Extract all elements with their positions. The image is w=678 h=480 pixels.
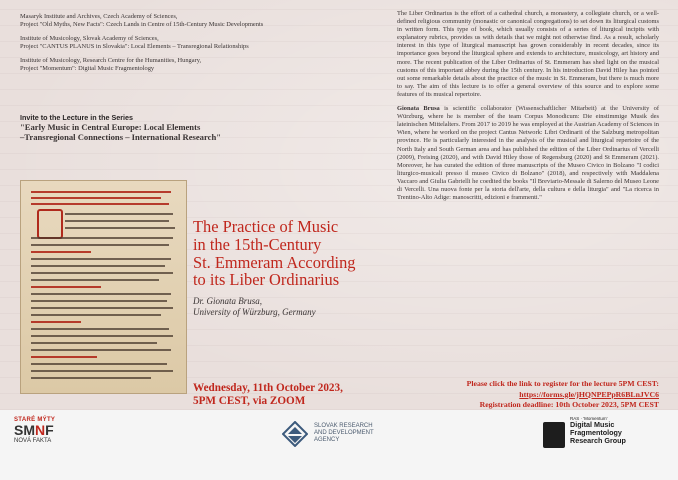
affiliation-2-institution: Institute of Musicology, Slovak Academy of Sciences, xyxy=(20,35,159,43)
invite-block xyxy=(20,113,370,142)
event-date-line2: 5PM CEST, via ZOOM xyxy=(193,395,306,407)
registration-link[interactable]: https://forms.gle/jHQNPEPpR6BLnJVC6 xyxy=(519,389,659,399)
event-date xyxy=(193,382,403,408)
series-title-line2: –Transregional Connections – International Research" xyxy=(20,132,221,143)
apvv-logo xyxy=(282,419,422,453)
lecture-title-line3: St. Emmeram According xyxy=(193,252,356,272)
event-date-line1: Wednesday, 11th October 2023, xyxy=(193,382,343,394)
speaker xyxy=(193,296,393,318)
affiliation-1-institution: Masaryk Institute and Archives, Czech Academy of Sciences, xyxy=(20,13,178,20)
affiliation-2 xyxy=(20,35,380,51)
registration-instruction: Please click the link to register for the lecture 5PM CEST: xyxy=(466,379,659,388)
affiliation-3 xyxy=(20,57,380,73)
smnf-logo-top: STARÉ MÝTY xyxy=(14,417,56,423)
affiliations xyxy=(20,13,380,80)
smnf-logo-mark: SMNF xyxy=(14,422,54,438)
series-title-line1: "Early Music in Central Europe: Local Elements xyxy=(20,122,201,132)
speaker-name: Dr. Gionata Brusa, xyxy=(193,296,263,307)
affiliation-1 xyxy=(20,13,380,29)
lecture-title xyxy=(193,218,393,289)
description-column xyxy=(397,10,659,208)
apvv-arrows-icon xyxy=(282,421,308,447)
bio-name: Gionata Brusa xyxy=(397,105,440,113)
registration-deadline: Registration deadline: 10th October 2023, 5PM CEST xyxy=(479,400,659,409)
smnf-logo-bottom: NOVÁ FAKTA xyxy=(14,438,52,444)
bio-text: is scientific collaborator (Wissenschaftlicher Mitarbeit) at the University of Würzburg, where he is member of the team Corpus Monodicum: Die einstimmige Musik des lateinischen Mittelalters. From 2017 to 2019 he was employed at the Austrian Academy of Sciences in Wien, where he worked on the project Cantus Network: Libri Ordinarii of the Salzburg metropolitan province. He is particularly interested in the analysis of the musical and liturgical repertoire of the North Italy and South German area and has published the edition of the Liber Ordinarius of Vercelli (2009), Freising (2020), and with David Hiley those of Regensburg (2020) and St Emmeram (2021). Moreover, he has curated the edition of three manuscripts of the Museo Civico in Bolzano "I codici liturgico-musicali presso il museo Civico di Bolzano" (2018), and respectively with Maddalena Vaccaro and Giulia Gabrielli he coedited the books "Il Breviario-Messale di Salerno del Museo Leone di Vercelli. Una nuova fonte per la storia dell'arte, della cultura e della liturgia" and "La ricerca in Trentino-Alto Adige: manoscritti, edizioni e frammenti." xyxy=(397,105,659,202)
speaker-bio xyxy=(397,105,659,202)
affiliation-2-project: Project "CANTUS PLANUS in Slovakia": Local Elements – Transregional Relationships xyxy=(20,43,249,51)
lecture-title-line2: in the 15th-Century xyxy=(193,234,322,254)
smnf-logo xyxy=(14,417,84,459)
ras-emblem-icon xyxy=(543,422,565,448)
affiliation-3-institution: Institute of Musicology, Research Centre for the Humanities, Hungary, xyxy=(20,57,202,65)
speaker-affiliation: University of Würzburg, Germany xyxy=(193,307,316,318)
registration-block xyxy=(397,379,659,411)
affiliation-1-project: Project "Old Myths, New Facts": Czech Lands in Centre of 15th-Century Music Developments xyxy=(20,21,264,29)
ras-text: RAS · 'Momentum' Digital Music Fragmentology Research Group xyxy=(570,416,626,445)
abstract-text: The Liber Ordinarius is the effort of a cathedral church, a monastery, a collegiate church, or a well-defined religious community (monastic or canonical congregations) to set down its liturgical customs in written form. This type of book, which usually consists of a series of liturgical incipits with explanatory rubrics, provides us with details that we might not otherwise find. As a result, scholarly interest in this type of liturgical manuscript has grown considerably in recent decades, since its importance goes beyond the liturgical sphere and extends to architecture, musicology, art history and more. The recent publication of the Liber Ordinarius of St. Emmeram has shed light on the musical customs of this important abbey during the 15th century. In his introduction David Hiley has pointed out some remarkable details about the practice of the music in St. Emmeram, but there is much more to say. The aim of this lecture is to offer a general overview of this source and to explore some features of its musical repertoire. xyxy=(397,10,659,98)
illuminated-initial xyxy=(37,209,63,239)
ras-logo xyxy=(543,416,668,460)
lecture-title-block xyxy=(193,218,393,318)
lecture-title-line4: to its Liber Ordinarius xyxy=(193,270,340,290)
lecture-title-line1: The Practice of Music xyxy=(193,217,339,236)
apvv-text: SLOVAK RESEARCH AND DEVELOPMENT AGENCY xyxy=(314,423,374,443)
manuscript-image xyxy=(20,180,187,394)
affiliation-3-project: Project "Momentum": Digital Music Fragmentology xyxy=(20,65,155,73)
invite-label: Invite to the Lecture in the Series xyxy=(20,113,134,122)
